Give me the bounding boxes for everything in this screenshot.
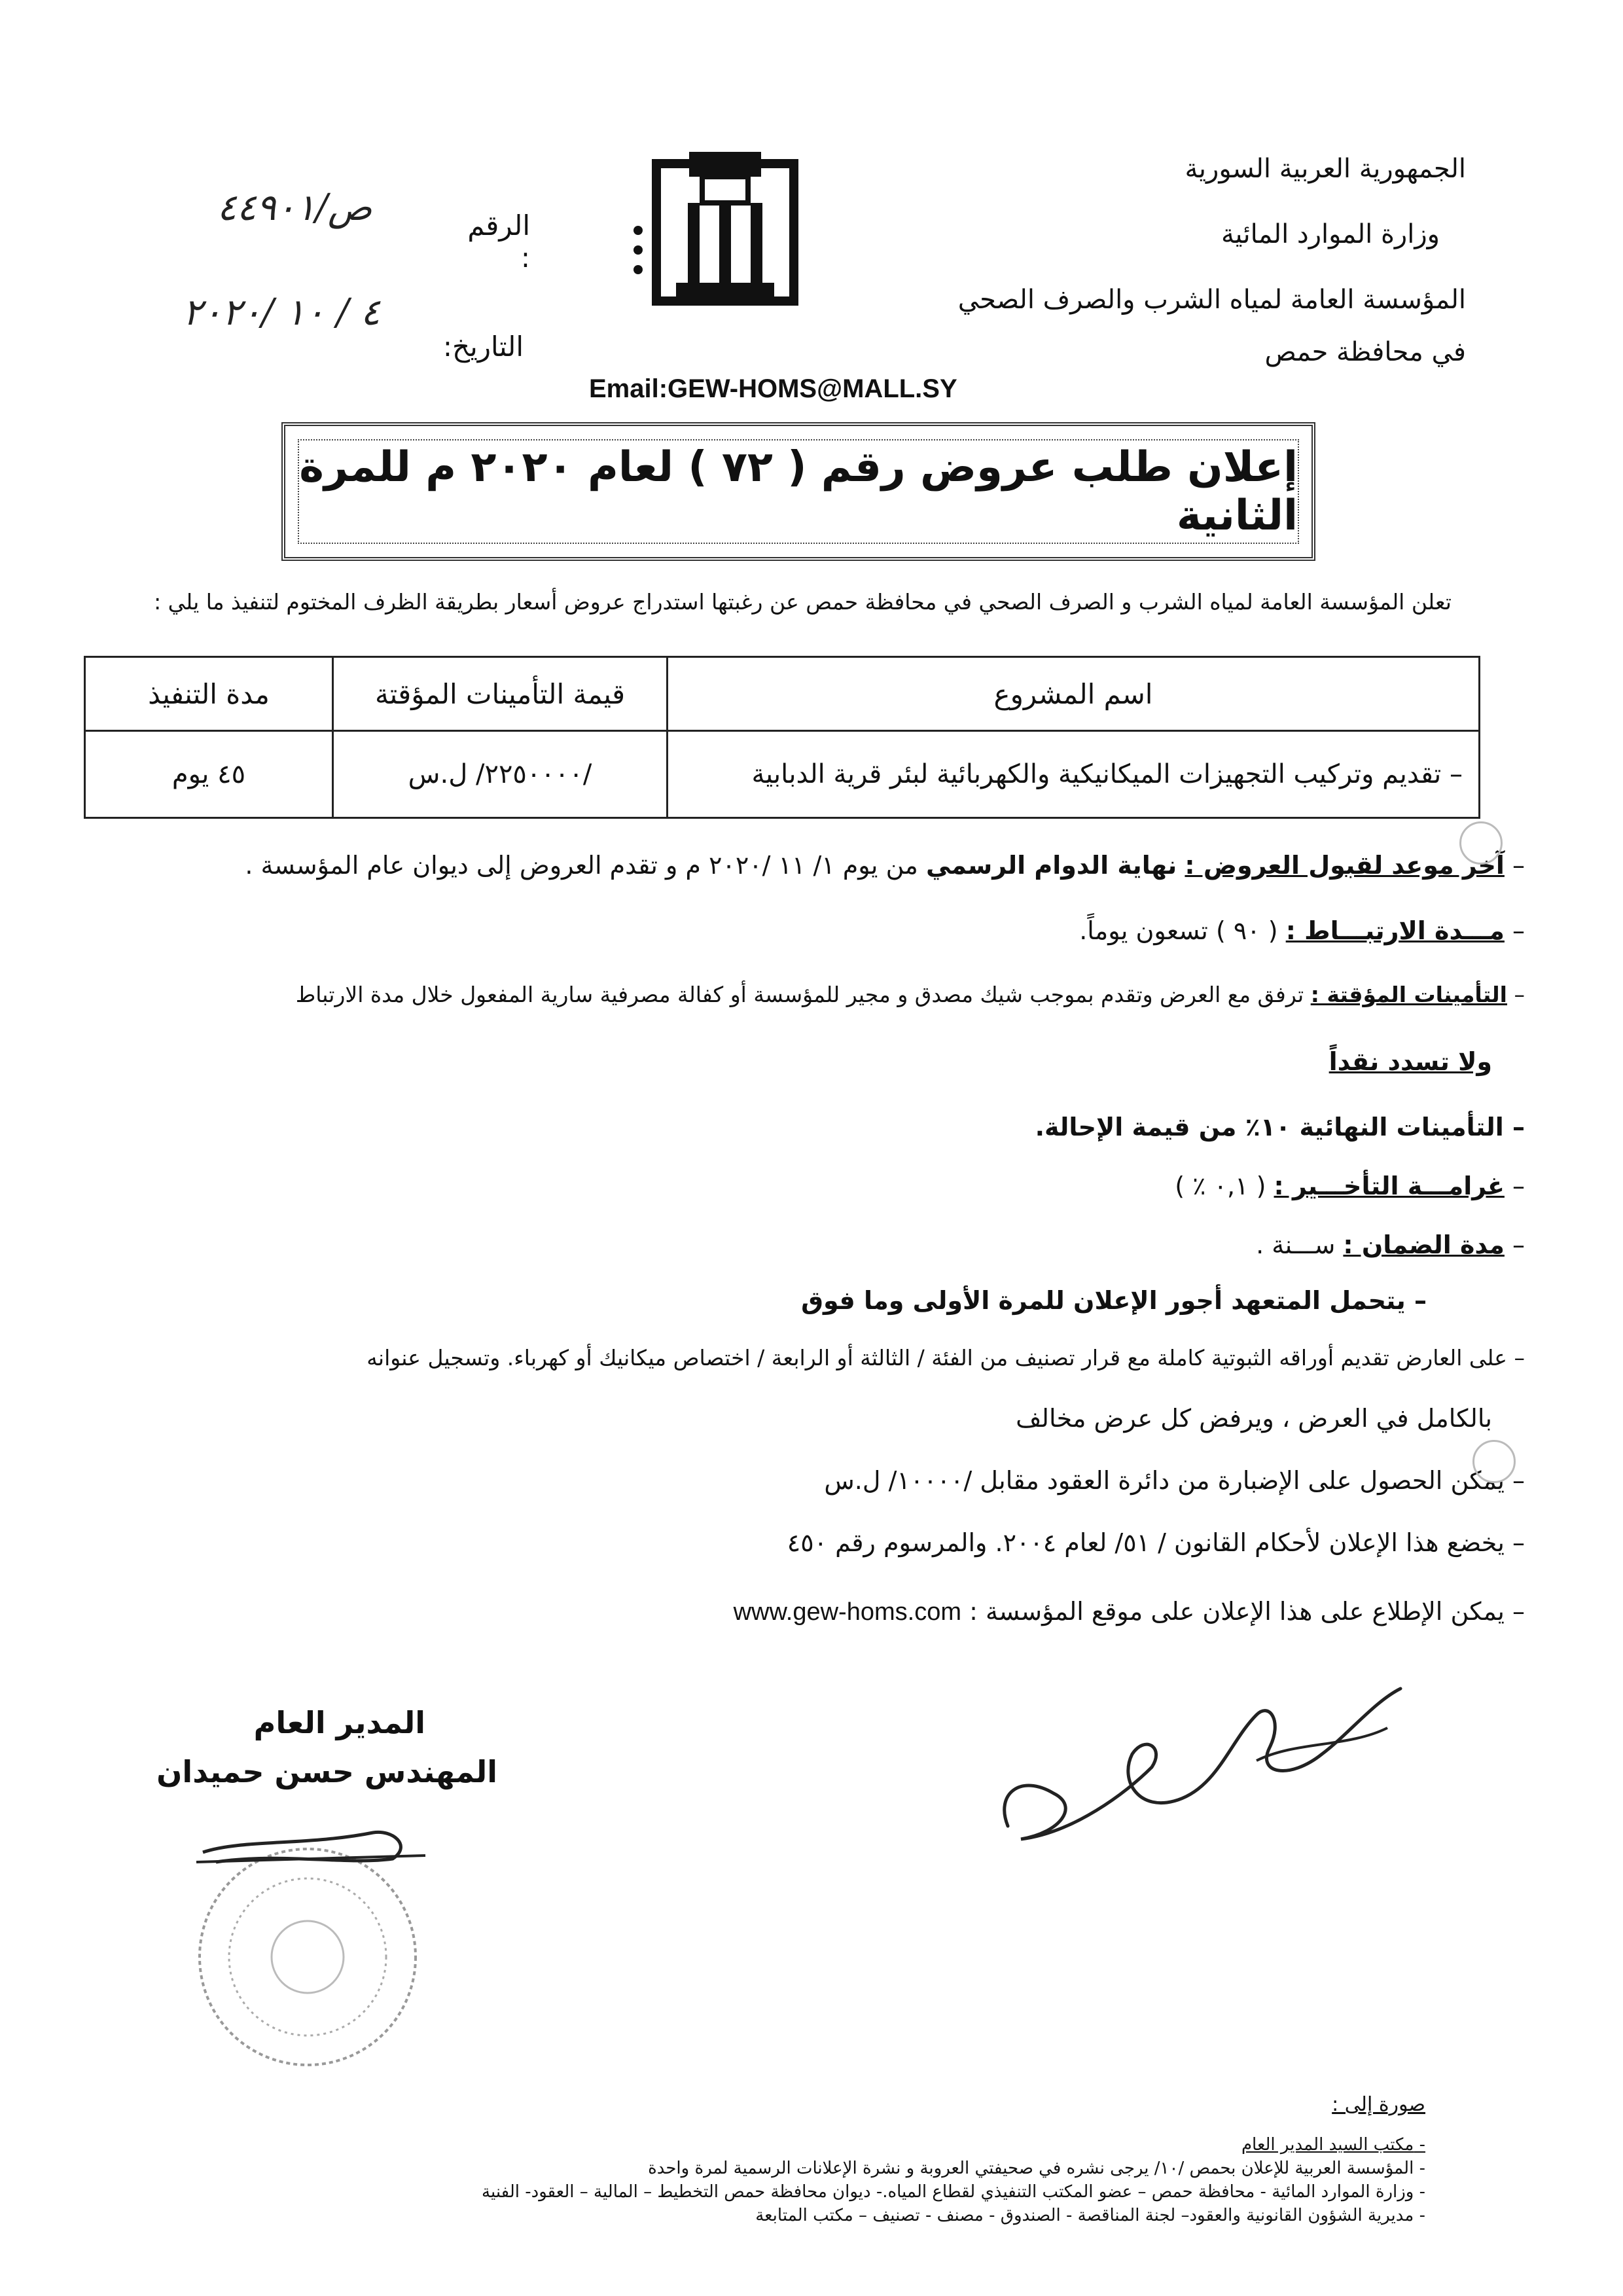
date-value: ٤ / ١٠ /٢٠٢٠ [183, 291, 380, 334]
cc-line-3: - وزارة الموارد المائية - محافظة حمص – عضو المكتب التنفيذي لقطاع المياه.- ديوان محافظة حمص التخطيط – المالية – العقود- الفنية [482, 2182, 1425, 2202]
org-header [877, 154, 1466, 367]
cc-line-2: - المؤسسة العربية للإعلان بحمص /١٠/ يرجى نشره في صحيفتي العروبة و نشرة الإعلانات الرسمية لمرة واحدة [648, 2159, 1425, 2178]
number-label: الرقم : [467, 209, 530, 274]
cc-line-4: - مديرية الشؤون القانونية والعقود– لجنة المناقصة - الصندوق - مصنف - تصنيف – مكتب المتابعة [755, 2206, 1425, 2225]
number-value: ص/٤٤٩٠١ [217, 187, 372, 229]
commitment-item: – مـــدة الارتبـــاط : ( ٩٠ ) تسعون يوماً. [1079, 916, 1525, 945]
signer-name: المهندس حسن حميدان [156, 1754, 497, 1789]
establishment-name: المؤسسة العامة لمياه الشرب والصرف الصحي [957, 285, 1466, 315]
official-seal [177, 1826, 452, 2075]
project-table [84, 656, 1480, 819]
punch-hole-top [1459, 821, 1503, 865]
col-duration: مدة التنفيذ [85, 657, 333, 731]
cell-project: – تقديم وتركيب التجهيزات الميكانيكية والكهربائية لبئر قرية الدبابية [668, 731, 1480, 818]
law-item: – يخضع هذا الإعلان لأحكام القانون / ٥١/ لعام ٢٠٠٤. والمرسوم رقم ٤٥٠ [787, 1528, 1525, 1557]
penalty-item: – غرامـــة التأخـــير : ( ٠,١ ٪ ) [1175, 1172, 1525, 1200]
governorate-name: في محافظة حمص [1264, 337, 1466, 367]
cc-label: صورة إلى : [1332, 2093, 1425, 2116]
warranty-item: – مدة الضمان : ســـنة . [1256, 1230, 1525, 1259]
website-link[interactable]: www.gew-homs.com [733, 1598, 961, 1626]
file-item: – يمكن الحصول على الإضبارة من دائرة العقود مقابل /١٠٠٠٠/ ل.س [824, 1466, 1525, 1495]
punch-hole-bottom [1472, 1440, 1516, 1483]
cc-line-1: - مكتب السيد المدير العام [1241, 2135, 1425, 2155]
intro-paragraph: تعلن المؤسسة العامة لمياه الشرب و الصرف الصحي في محافظة حمص عن رغبتها استدراج عروض أسعار بطريقة الظرف المختوم لتنفيذ ما يلي : [154, 589, 1452, 615]
cell-deposit: /٢٢٥٠٠٠٠/ ل.س [333, 731, 668, 818]
col-project-name: اسم المشروع [668, 657, 1480, 731]
deadline-item: – آخر موعد لقبول العروض : نهاية الدوام الرسمي من يوم ١/ ١١ /٢٠٢٠ م و تقدم العروض إلى ديوان عام المؤسسة . [245, 851, 1525, 880]
email: Email:GEW-HOMS@MALL.SY [589, 374, 957, 403]
signer-title: المدير العام [253, 1705, 425, 1740]
table-header-row [85, 657, 1480, 731]
handwritten-signature [982, 1662, 1440, 1872]
country-name: الجمهورية العربية السورية [1185, 154, 1466, 184]
temp-deposit-cont: ولا تسدد نقداً [1329, 1047, 1492, 1076]
documents-item: – على العارض تقديم أوراقه الثبوتية كاملة مع قرار تصنيف من الفئة / الثالثة أو الرابعة / اختصاص ميكانيك أو كهرباء. وتسجيل عنوانه [366, 1345, 1525, 1371]
ad-costs-item: – يتحمل المتعهد أجور الإعلان للمرة الأولى وما فوق [801, 1286, 1427, 1315]
ministry-name: وزارة الموارد المائية [1221, 219, 1440, 249]
table-row [85, 731, 1480, 818]
website-item: – يمكن الإطلاع على هذا الإعلان على موقع المؤسسة : www.gew-homs.com [733, 1597, 1525, 1626]
documents-cont: بالكامل في العرض ، ويرفض كل عرض مخالف [1016, 1404, 1492, 1433]
announcement-title-box [281, 422, 1315, 561]
announcement-title: إعلان طلب عروض رقم ( ٧٢ ) لعام ٢٠٢٠ م للمرة الثانية [299, 443, 1298, 540]
col-deposit: قيمة التأمينات المؤقتة [333, 657, 668, 731]
date-label: التاريخ: [442, 331, 524, 363]
title-inner-frame [298, 439, 1299, 544]
final-deposit-item: – التأمينات النهائية ١٠٪ من قيمة الإحالة. [1035, 1113, 1525, 1141]
establishment-logo [625, 152, 828, 312]
cell-duration: ٤٥ يوم [85, 731, 333, 818]
temp-deposit-item: – التأمينات المؤقتة : ترفق مع العرض وتقدم بموجب شيك مصدق و مجير للمؤسسة أو كفالة مصرفية سارية المفعول خلال مدة الارتباط [295, 982, 1525, 1007]
